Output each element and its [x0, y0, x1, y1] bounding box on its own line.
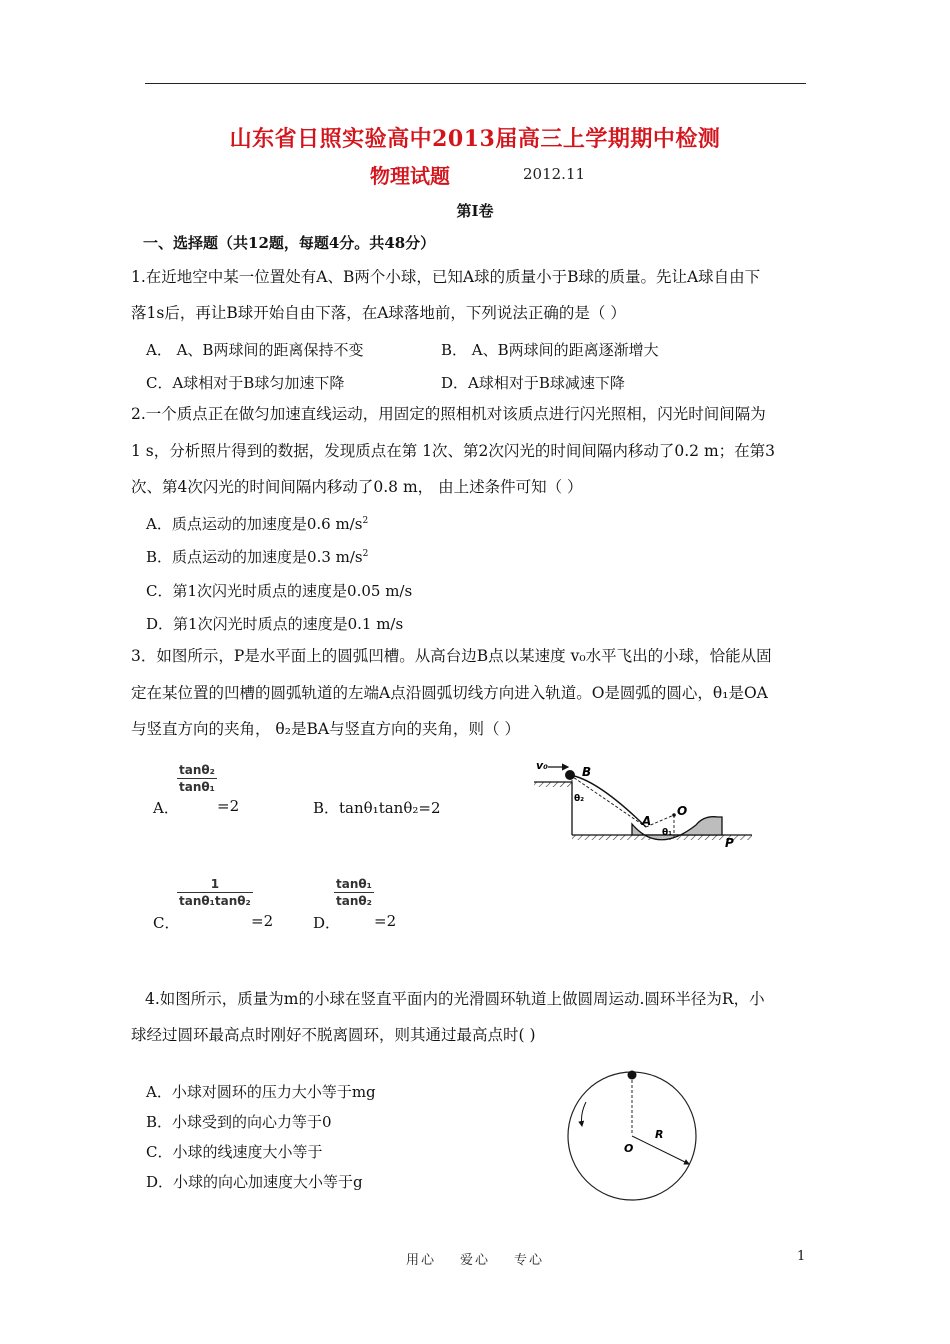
q2-option-d: D．第1次闪光时质点的速度是0.1 m/s	[146, 615, 404, 633]
q3-option-a-label: A．	[153, 799, 179, 817]
q2-line1: 2.一个质点正在做匀加速直线运动，用固定的照相机对该质点进行闪光照相，闪光时间间隔为	[131, 405, 766, 423]
platform-hatch	[534, 782, 572, 787]
q2-option-b: B．质点运动的加速度是0.3 $m/s^2$	[146, 548, 369, 566]
q2-line3: 次、第4次闪光的时间间隔内移动了0.8 m， 由上述条件可知（ ）	[131, 478, 583, 496]
label-r: R	[655, 1128, 664, 1141]
volume-heading: 第Ⅰ卷	[456, 202, 494, 220]
q3-option-c-label: C．	[153, 914, 180, 932]
q1-option-c: C．A球相对于B球匀加速下降	[146, 374, 345, 392]
q4-option-c: C．小球的线速度大小等于	[146, 1143, 323, 1161]
label-a: A	[642, 814, 652, 828]
footer-motto: 用心 爱心 专心	[405, 1253, 545, 1268]
q3-option-a-fraction: tanθ₂ tanθ₁	[179, 763, 215, 794]
q2-option-c: C．第1次闪光时质点的速度是0.05 m/s	[146, 582, 413, 600]
q2-line2: 1 s，分析照片得到的数据，发现质点在第 1次、第2次闪光的时间间隔内移动了0.2 m；在第3	[131, 442, 776, 460]
q3-line1: 3．如图所示，P是水平面上的圆弧凹槽。从高台边B点以某速度 v₀水平飞出的小球，恰能从固	[131, 647, 772, 665]
label-o: O	[677, 804, 688, 818]
section-heading: 一、选择题（共12题，每题4分。共48分）	[143, 234, 436, 252]
label-o: O	[624, 1142, 634, 1155]
q3-option-d-tail: =2	[374, 912, 397, 930]
label-theta2: θ₂	[574, 794, 585, 804]
exam-date: 2012.11	[523, 165, 586, 183]
label-v0: v₀	[536, 759, 548, 772]
page-number: 1	[797, 1249, 806, 1264]
q3-line3: 与竖直方向的夹角， θ₂是BA与竖直方向的夹角，则（ ）	[131, 720, 520, 738]
q3-option-d-fraction: tanθ₁ tanθ₂	[336, 877, 372, 908]
center-o	[672, 813, 676, 817]
q3-option-a-tail: =2	[217, 797, 240, 815]
q4-line2: 球经过圆环最高点时刚好不脱离圆环，则其通过最高点时( )	[131, 1026, 536, 1044]
q3-option-c-tail: =2	[251, 912, 274, 930]
ball-top	[628, 1071, 637, 1080]
q3-option-d-label: D．	[313, 914, 341, 932]
q4-figure	[560, 1060, 710, 1210]
q3-line2: 定在某位置的凹槽的圆弧轨道的左端A点沿圆弧切线方向进入轨道。O是圆弧的圆心，θ₁是OA	[131, 684, 768, 702]
page-title: 山东省日照实验高中2013届高三上学期期中检测	[229, 126, 721, 152]
motion-arrow	[582, 1102, 587, 1126]
label-theta1: θ₁	[662, 828, 673, 838]
label-b: B	[582, 765, 592, 779]
q4-option-a: A．小球对圆环的压力大小等于mg	[146, 1083, 376, 1101]
q4-option-d: D．小球的向心加速度大小等于g	[146, 1173, 363, 1191]
q2-option-a: A．质点运动的加速度是0.6 $m/s^2$	[146, 515, 369, 533]
q1-option-a: A． A、B两球间的距离保持不变	[146, 341, 364, 359]
q1-option-b: B． A、B两球间的距离逐渐增大	[441, 341, 659, 359]
q4-line1: 4.如图所示，质量为m的小球在竖直平面内的光滑圆环轨道上做圆周运动.圆环半径为R，小	[145, 990, 765, 1008]
q4-option-b: B．小球受到的向心力等于0	[146, 1113, 332, 1131]
q1-option-d: D．A球相对于B球减速下降	[441, 374, 625, 392]
label-p: P	[725, 836, 734, 850]
q3-option-c-fraction: 1 tanθ₁tanθ₂	[179, 877, 251, 908]
page-subtitle: 物理试题	[370, 164, 450, 188]
q1-line1: 1.在近地空中某一位置处有A、B两个小球，已知A球的质量小于B球的质量。先让A球自由下	[131, 268, 761, 286]
q1-line2: 落1s后，再让B球开始自由下落，在A球落地前，下列说法正确的是（ ）	[131, 304, 626, 322]
q3-option-b: B．tanθ₁tanθ₂=2	[313, 799, 441, 817]
q3-figure	[528, 755, 758, 867]
header-rule	[145, 83, 806, 84]
